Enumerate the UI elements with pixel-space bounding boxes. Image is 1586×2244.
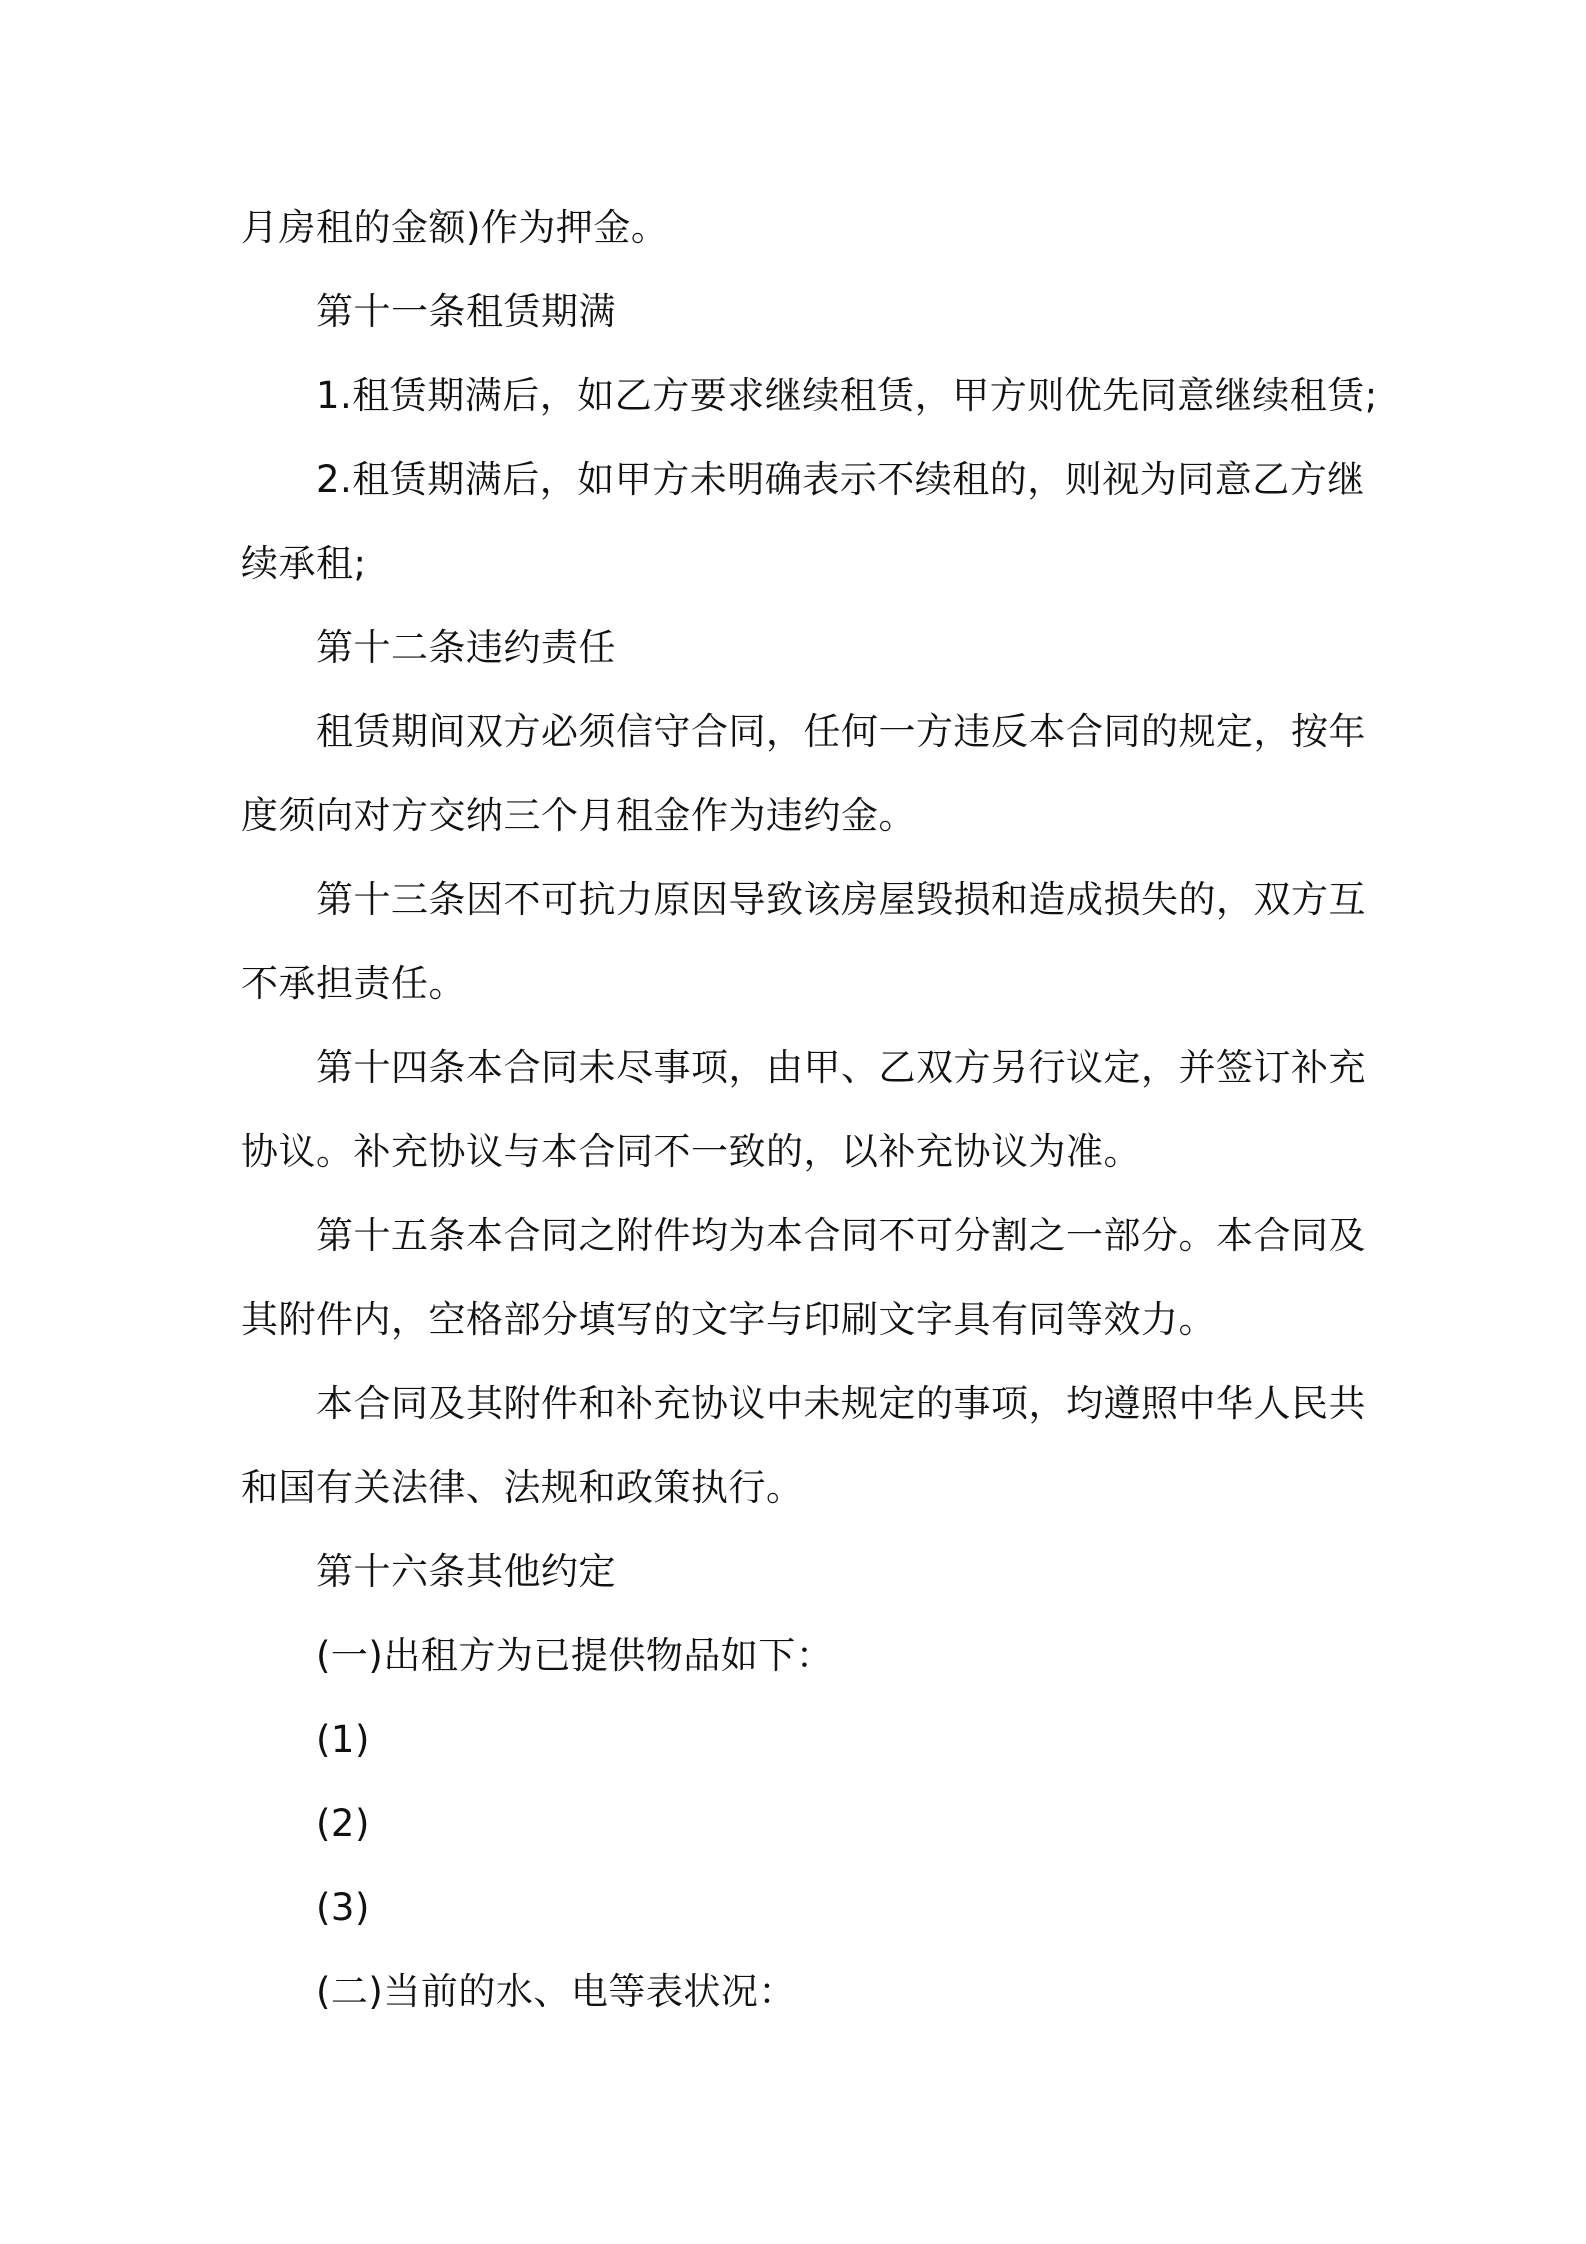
paragraph-line: 1.租赁期满后，如乙方要求继续租赁，甲方则优先同意继续租赁; <box>316 374 1378 417</box>
paragraph-line: 和国有关法律、法规和政策执行。 <box>241 1466 804 1509</box>
paragraph-line: 第十三条因不可抗力原因导致该房屋毁损和造成损失的，双方互 <box>316 878 1366 921</box>
paragraph-line: 月房租的金额)作为押金。 <box>241 206 669 249</box>
list-item: (2) <box>316 1802 370 1845</box>
list-item: (一)出租方为已提供物品如下： <box>316 1634 834 1677</box>
section-heading: 第十六条其他约定 <box>316 1550 616 1593</box>
paragraph-line: 第十五条本合同之附件均为本合同不可分割之一部分。本合同及 <box>316 1214 1366 1257</box>
paragraph-line: 其附件内，空格部分填写的文字与印刷文字具有同等效力。 <box>241 1298 1216 1341</box>
list-item: (1) <box>316 1718 370 1761</box>
paragraph-line: 本合同及其附件和补充协议中未规定的事项，均遵照中华人民共 <box>316 1382 1366 1425</box>
paragraph-line: 2.租赁期满后，如甲方未明确表示不续租的，则视为同意乙方继 <box>316 458 1365 501</box>
list-item: (二)当前的水、电等表状况： <box>316 1970 796 2013</box>
paragraph-line: 续承租; <box>241 542 367 585</box>
list-item: (3) <box>316 1886 370 1929</box>
paragraph-line: 租赁期间双方必须信守合同，任何一方违反本合同的规定，按年 <box>316 710 1366 753</box>
section-heading: 第十一条租赁期满 <box>316 290 616 333</box>
paragraph-line: 第十四条本合同未尽事项，由甲、乙双方另行议定，并签订补充 <box>316 1046 1366 1089</box>
paragraph-line: 度须向对方交纳三个月租金作为违约金。 <box>241 794 916 837</box>
paragraph-line: 不承担责任。 <box>241 962 466 1005</box>
section-heading: 第十二条违约责任 <box>316 626 616 669</box>
paragraph-line: 协议。补充协议与本合同不一致的，以补充协议为准。 <box>241 1130 1141 1173</box>
